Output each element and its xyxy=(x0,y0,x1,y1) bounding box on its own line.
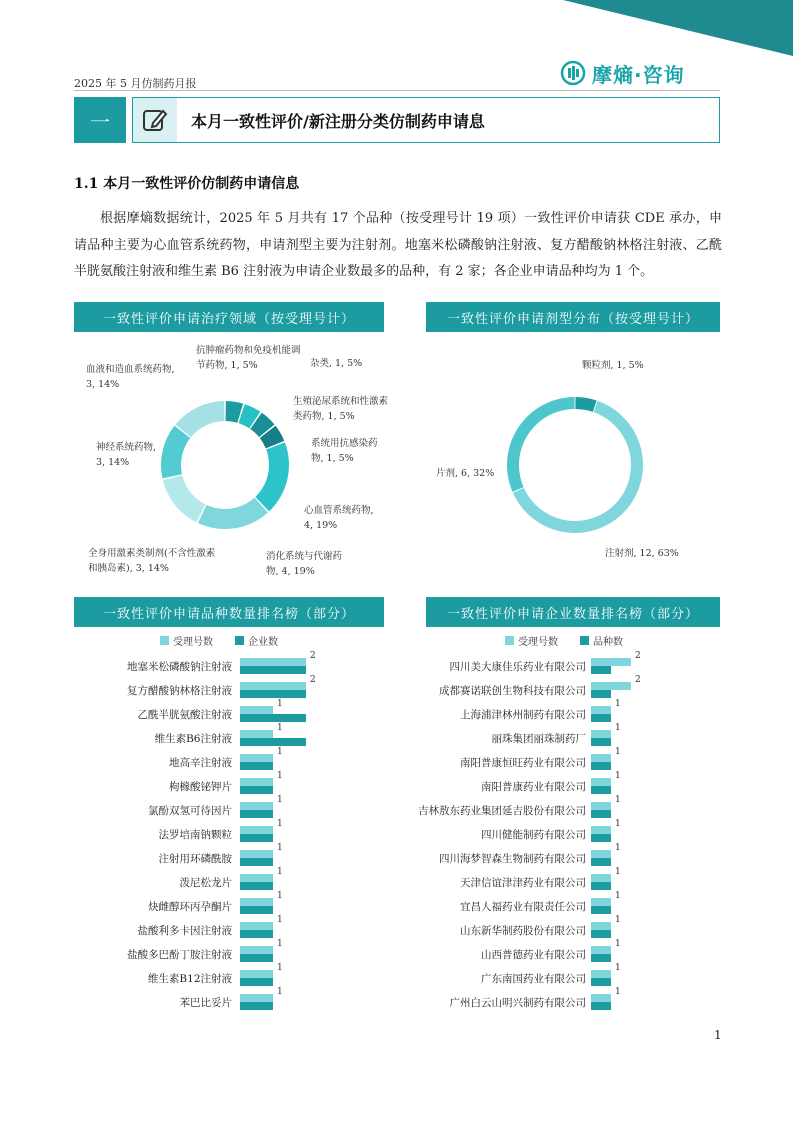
bar-data-label: 2 xyxy=(635,651,641,661)
bar-category-label: 地塞米松磷酸钠注射液 xyxy=(127,661,232,673)
bar-category-label: 氯酚双氢可待因片 xyxy=(148,805,232,817)
bar-category-label: 乙酰半胱氨酸注射液 xyxy=(137,709,232,721)
bar-category-label: 南阳普康药业有限公司 xyxy=(481,781,586,793)
bar-category-label: 南阳普康恒旺药业有限公司 xyxy=(460,757,586,769)
donut1-label-2: 生殖泌尿系统和性激素类药物, 1, 5% xyxy=(293,396,389,422)
bar-series-2 xyxy=(591,978,611,986)
bar-category-label: 注射用环磷酰胺 xyxy=(158,853,232,865)
page-number: 1 xyxy=(714,1028,722,1042)
bar-series-2 xyxy=(240,858,273,866)
section-title: 本月一致性评价/新注册分类仿制药申请息 xyxy=(191,112,485,131)
bar-series-1 xyxy=(240,682,306,690)
bar-category-label: 四川美大康佳乐药业有限公司 xyxy=(449,661,586,673)
donut1-label-8: 血液和造血系统药物, 3, 14% xyxy=(86,364,175,390)
bar-series-2 xyxy=(591,690,611,698)
bar-category-label: 苯巴比妥片 xyxy=(179,997,232,1009)
bar-series-1 xyxy=(240,922,273,930)
bar-series-1 xyxy=(591,778,611,786)
bar-data-label: 1 xyxy=(277,891,283,901)
bar-series-2 xyxy=(591,666,611,674)
bar-series-1 xyxy=(240,850,273,858)
bar-data-label: 1 xyxy=(277,819,283,829)
chart4-legend xyxy=(505,633,623,648)
bar-category-label: 复方醋酸钠林格注射液 xyxy=(127,685,232,697)
bar-category-label: 维生素B12注射液 xyxy=(147,973,232,985)
bar-series-1 xyxy=(240,802,273,810)
donut2-label-2: 片剂, 6, 32% xyxy=(436,468,495,479)
bar-series-2 xyxy=(240,978,273,986)
bar-category-label: 天津信谊津津药业有限公司 xyxy=(460,877,586,889)
bar-data-label: 1 xyxy=(277,867,283,877)
bar-category-label: 成都赛诺联创生物科技有限公司 xyxy=(439,685,586,697)
donut-slice xyxy=(575,397,596,412)
donut-slice xyxy=(507,397,575,492)
bar-category-label: 盐酸利多卡因注射液 xyxy=(137,925,232,937)
bar-series-1 xyxy=(591,850,611,858)
bar-data-label: 1 xyxy=(277,963,283,973)
corner-decoration xyxy=(563,0,793,56)
edit-icon xyxy=(141,106,169,134)
bar-series-1 xyxy=(591,658,631,666)
bar-category-label: 四川健能制药有限公司 xyxy=(481,829,586,841)
subsection-title: 1.1 本月一致性评价仿制药申请信息 xyxy=(74,176,300,192)
bar-data-label: 1 xyxy=(615,987,621,997)
logo-text: 摩熵·咨询 xyxy=(592,62,685,87)
legend-label: 企业数 xyxy=(248,637,278,648)
header-rule xyxy=(74,90,720,91)
bar-series-1 xyxy=(591,994,611,1002)
bar-series-1 xyxy=(240,754,273,762)
bar-category-label: 法罗培南钠颗粒 xyxy=(158,829,232,841)
bar-data-label: 1 xyxy=(277,915,283,925)
legend-swatch-dark xyxy=(235,636,244,645)
bar-data-label: 1 xyxy=(615,915,621,925)
bar-series-1 xyxy=(591,730,611,738)
logo-icon xyxy=(560,60,586,86)
bar-series-1 xyxy=(240,874,273,882)
bar-data-label: 2 xyxy=(310,675,316,685)
bar-series-2 xyxy=(240,834,273,842)
bar-category-label: 上海浦津林州制药有限公司 xyxy=(460,709,586,721)
bar-series-1 xyxy=(591,754,611,762)
therapy-area-donut xyxy=(150,390,300,540)
bar-series-2 xyxy=(591,906,611,914)
bar-series-2 xyxy=(591,1002,611,1010)
bar-data-label: 1 xyxy=(277,747,283,757)
bar-data-label: 1 xyxy=(615,867,621,877)
legend-label: 受理号数 xyxy=(173,637,213,648)
bar-series-1 xyxy=(591,946,611,954)
bar-category-label: 宜昌人福药业有限责任公司 xyxy=(460,901,586,913)
legend-swatch-light xyxy=(160,636,169,645)
bar-series-2 xyxy=(591,786,611,794)
bar-series-2 xyxy=(591,714,611,722)
legend-swatch-dark xyxy=(580,636,589,645)
bar-series-2 xyxy=(240,810,273,818)
bar-series-1 xyxy=(240,730,273,738)
bar-data-label: 1 xyxy=(277,795,283,805)
bar-series-2 xyxy=(240,738,306,746)
bar-series-2 xyxy=(240,930,273,938)
bar-series-2 xyxy=(591,810,611,818)
bar-series-2 xyxy=(591,762,611,770)
donut-slice xyxy=(175,401,224,437)
bar-series-2 xyxy=(591,858,611,866)
bar-data-label: 1 xyxy=(277,723,283,733)
bar-series-1 xyxy=(591,706,611,714)
chart1-title: 一致性评价申请治疗领域（按受理号计） xyxy=(74,302,384,332)
donut1-label-4: 心血管系统药物, 4, 19% xyxy=(304,505,374,531)
bar-category-label: 山东新华制药股份有限公司 xyxy=(460,925,586,937)
bar-series-1 xyxy=(591,826,611,834)
bar-series-1 xyxy=(591,682,631,690)
bar-series-2 xyxy=(591,882,611,890)
bar-series-1 xyxy=(591,898,611,906)
bar-data-label: 1 xyxy=(277,771,283,781)
bar-category-label: 地高辛注射液 xyxy=(169,757,232,769)
bar-data-label: 1 xyxy=(277,987,283,997)
bar-data-label: 1 xyxy=(615,843,621,853)
bar-series-2 xyxy=(240,714,306,722)
legend-label: 受理号数 xyxy=(518,637,558,648)
bar-category-label: 四川海梦智森生物制药有限公司 xyxy=(439,853,586,865)
bar-category-label: 山西普德药业有限公司 xyxy=(481,949,586,961)
bar-series-2 xyxy=(240,882,273,890)
bar-category-label: 泼尼松龙片 xyxy=(179,877,232,889)
bar-data-label: 1 xyxy=(615,699,621,709)
bar-series-2 xyxy=(240,954,273,962)
bar-series-1 xyxy=(240,826,273,834)
bar-category-label: 枸橼酸铋钾片 xyxy=(169,781,232,793)
bar-category-label: 盐酸多巴酚丁胺注射液 xyxy=(127,949,232,961)
bar-series-1 xyxy=(240,994,273,1002)
bar-series-2 xyxy=(240,906,273,914)
bar-data-label: 1 xyxy=(615,819,621,829)
bar-series-2 xyxy=(591,954,611,962)
bar-data-label: 1 xyxy=(615,723,621,733)
bar-series-1 xyxy=(591,802,611,810)
bar-data-label: 1 xyxy=(277,843,283,853)
bar-series-2 xyxy=(591,738,611,746)
donut1-label-1: 杂类, 1, 5% xyxy=(310,358,363,369)
chart4-title: 一致性评价申请企业数量排名榜（部分） xyxy=(426,597,720,627)
bar-data-label: 1 xyxy=(615,747,621,757)
bar-data-label: 1 xyxy=(615,963,621,973)
dosage-form-donut xyxy=(500,390,650,540)
edit-icon-box xyxy=(133,98,177,142)
bar-category-label: 吉林敖东药业集团延吉股份有限公司 xyxy=(418,805,586,817)
bar-data-label: 1 xyxy=(277,939,283,949)
bar-series-1 xyxy=(591,922,611,930)
report-title: 2025 年 5 月仿制药月报 xyxy=(74,77,197,90)
bar-category-label: 广东南国药业有限公司 xyxy=(481,973,586,985)
bar-series-2 xyxy=(240,690,306,698)
bar-series-1 xyxy=(240,946,273,954)
section-title-box xyxy=(132,97,720,143)
bar-data-label: 1 xyxy=(615,795,621,805)
bar-data-label: 2 xyxy=(635,675,641,685)
donut2-label-1: 注射剂, 12, 63% xyxy=(605,548,679,559)
bar-data-label: 2 xyxy=(310,651,316,661)
bar-series-2 xyxy=(240,1002,273,1010)
bar-category-label: 炔雌醇环丙孕酮片 xyxy=(148,901,232,913)
legend-label: 品种数 xyxy=(593,637,623,648)
donut-slice xyxy=(163,475,206,522)
bar-series-1 xyxy=(240,778,273,786)
bar-series-1 xyxy=(240,898,273,906)
donut1-label-5: 消化系统与代谢药物, 4, 19% xyxy=(266,551,343,577)
donut1-label-3: 系统用抗感染药物, 1, 5% xyxy=(311,438,378,464)
chart3-legend xyxy=(160,633,278,648)
bar-series-2 xyxy=(240,786,273,794)
donut1-label-6: 全身用激素类制剂(不含性激素和胰岛素), 3, 14% xyxy=(88,548,216,574)
donut1-label-7: 神经系统药物, 3, 14% xyxy=(96,442,157,468)
bar-category-label: 广州白云山明兴制药有限公司 xyxy=(449,997,586,1009)
bar-series-2 xyxy=(240,666,306,674)
donut-slice xyxy=(198,498,268,529)
donut1-label-0: 抗肿瘤药物和免疫机能调节药物, 1, 5% xyxy=(196,345,301,371)
bar-data-label: 1 xyxy=(615,891,621,901)
bar-series-1 xyxy=(240,706,273,714)
bar-data-label: 1 xyxy=(277,699,283,709)
chart2-title: 一致性评价申请剂型分布（按受理号计） xyxy=(426,302,720,332)
bar-series-2 xyxy=(240,762,273,770)
bar-series-2 xyxy=(591,834,611,842)
legend-swatch-light xyxy=(505,636,514,645)
bar-series-1 xyxy=(591,874,611,882)
chart3-title: 一致性评价申请品种数量排名榜（部分） xyxy=(74,597,384,627)
logo xyxy=(560,58,685,88)
summary-paragraph: 根据摩熵数据统计，2025 年 5 月共有 17 个品种（按受理号计 19 项）一致性评价申请获 CDE 承办，申请品种主要为心血管系统药物，申请剂型主要为注射剂。地塞米松磷酸钠注射液、复方醋酸钠林格注射液、乙酰半胱氨酸注射液和维生素 B6 注射液为申请企业数最多的品种，有 2 家；各企业申请品种均为 1 个。 xyxy=(74,211,722,279)
donut2-label-0: 颗粒剂, 1, 5% xyxy=(582,360,644,371)
bar-category-label: 丽珠集团丽珠制药厂 xyxy=(491,733,586,745)
bar-category-label: 维生素B6注射液 xyxy=(154,733,232,745)
bar-series-1 xyxy=(240,658,306,666)
section-number: 一 xyxy=(74,97,126,143)
section-banner xyxy=(74,97,720,143)
donut-slice xyxy=(255,442,289,511)
bar-data-label: 1 xyxy=(615,771,621,781)
bar-series-2 xyxy=(591,930,611,938)
bar-series-1 xyxy=(240,970,273,978)
bar-series-1 xyxy=(591,970,611,978)
bar-data-label: 1 xyxy=(615,939,621,949)
